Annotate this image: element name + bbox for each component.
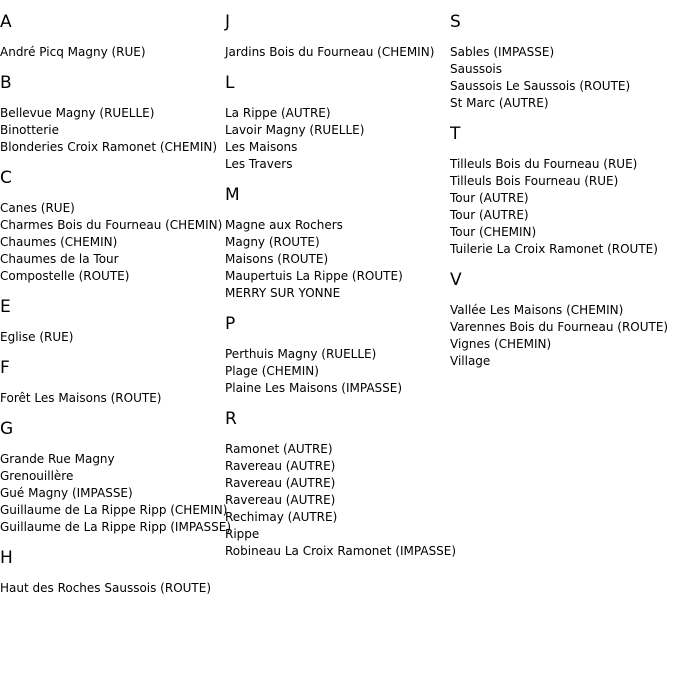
street-name: Saussois xyxy=(450,62,503,76)
street-name: Canes (RUE) xyxy=(0,201,75,215)
letter-group xyxy=(225,409,457,560)
street-list xyxy=(0,451,231,536)
street-name: Ravereau (AUTRE) xyxy=(225,476,336,490)
street-name: MERRY SUR YONNE xyxy=(225,286,341,300)
street-name: Tour (AUTRE) xyxy=(450,208,529,222)
street-name: Blonderies Croix Ramonet (CHEMIN) xyxy=(0,140,218,154)
street-name: Plaine Les Maisons (IMPASSE) xyxy=(225,381,403,395)
street-name: St Marc (AUTRE) xyxy=(450,96,549,110)
letter-group xyxy=(450,270,675,370)
section-letter-heading: H xyxy=(0,548,13,568)
street-name: Saussois Le Saussois (ROUTE) xyxy=(450,79,631,93)
section-letter-heading: P xyxy=(225,314,236,334)
section-letter-heading: L xyxy=(225,73,235,93)
letter-group xyxy=(0,73,225,156)
section-letter-heading: B xyxy=(0,73,12,93)
street-name: Eglise (RUE) xyxy=(0,330,74,344)
street-name: Grenouillère xyxy=(0,469,74,483)
street-name: Ramonet (AUTRE) xyxy=(225,442,333,456)
section-letter-heading: G xyxy=(0,419,14,439)
column-1 xyxy=(0,0,231,607)
street-name: Forêt Les Maisons (ROUTE) xyxy=(0,391,162,405)
letter-group xyxy=(0,419,231,536)
street-name: André Picq Magny (RUE) xyxy=(0,45,146,59)
street-name: Vallée Les Maisons (CHEMIN) xyxy=(450,303,624,317)
street-name: Village xyxy=(450,354,491,368)
street-name: Haut des Roches Saussois (ROUTE) xyxy=(0,581,212,595)
letter-group xyxy=(450,12,675,112)
street-name: Guillaume de La Rippe Ripp (CHEMIN) xyxy=(0,503,228,517)
letter-group xyxy=(0,548,225,597)
letter-group xyxy=(0,358,225,407)
street-name: Maisons (ROUTE) xyxy=(225,252,329,266)
street-name: Jardins Bois du Fourneau (CHEMIN) xyxy=(225,45,435,59)
street-name: Gué Magny (IMPASSE) xyxy=(0,486,133,500)
letter-group xyxy=(225,12,450,61)
street-list xyxy=(0,44,225,61)
street-list xyxy=(225,441,457,560)
section-letter-heading: E xyxy=(0,297,11,317)
street-list xyxy=(0,200,225,285)
street-name: Charmes Bois du Fourneau (CHEMIN) xyxy=(0,218,223,232)
street-name: Tour (AUTRE) xyxy=(450,191,529,205)
street-name: Chaumes de la Tour xyxy=(0,252,119,266)
street-list xyxy=(225,105,450,173)
letter-group xyxy=(0,297,225,346)
section-letter-heading: A xyxy=(0,12,12,32)
letter-group xyxy=(0,168,225,285)
street-list xyxy=(0,580,225,597)
street-name: Guillaume de La Rippe Ripp (IMPASSE) xyxy=(0,520,231,534)
street-name: Tilleuls Bois du Fourneau (RUE) xyxy=(450,157,638,171)
street-name: Les Maisons xyxy=(225,140,298,154)
letter-group xyxy=(450,124,675,258)
column-3 xyxy=(450,0,675,380)
street-name: Magny (ROUTE) xyxy=(225,235,320,249)
street-name: Chaumes (CHEMIN) xyxy=(0,235,118,249)
street-name: Vignes (CHEMIN) xyxy=(450,337,552,351)
section-letter-heading: J xyxy=(225,12,231,32)
street-name: Lavoir Magny (RUELLE) xyxy=(225,123,365,137)
street-name: Magne aux Rochers xyxy=(225,218,343,232)
street-name: Maupertuis La Rippe (ROUTE) xyxy=(225,269,403,283)
street-list xyxy=(0,105,225,156)
section-letter-heading: T xyxy=(450,124,461,144)
street-name: Perthuis Magny (RUELLE) xyxy=(225,347,377,361)
street-name: Bellevue Magny (RUELLE) xyxy=(0,106,155,120)
street-list xyxy=(225,217,450,302)
letter-group xyxy=(225,314,450,397)
letter-group xyxy=(225,185,450,302)
street-list xyxy=(0,329,225,346)
column-2 xyxy=(225,0,457,570)
street-list xyxy=(450,302,675,370)
section-letter-heading: V xyxy=(450,270,462,290)
street-name: Ravereau (AUTRE) xyxy=(225,493,336,507)
street-name: Robineau La Croix Ramonet (IMPASSE) xyxy=(225,544,457,558)
street-list xyxy=(450,156,675,258)
section-letter-heading: M xyxy=(225,185,240,205)
street-name: Les Travers xyxy=(225,157,293,171)
street-name: La Rippe (AUTRE) xyxy=(225,106,331,120)
section-letter-heading: S xyxy=(450,12,461,32)
section-letter-heading: C xyxy=(0,168,12,188)
street-name: Rechimay (AUTRE) xyxy=(225,510,338,524)
street-name: Compostelle (ROUTE) xyxy=(0,269,130,283)
street-name: Tuilerie La Croix Ramonet (ROUTE) xyxy=(450,242,658,256)
street-list xyxy=(225,346,450,397)
letter-group xyxy=(0,12,225,61)
street-name: Varennes Bois du Fourneau (ROUTE) xyxy=(450,320,669,334)
section-letter-heading: R xyxy=(225,409,237,429)
street-name: Grande Rue Magny xyxy=(0,452,115,466)
street-list xyxy=(450,44,675,112)
street-name: Rippe xyxy=(225,527,260,541)
street-name: Binotterie xyxy=(0,123,59,137)
street-name: Tour (CHEMIN) xyxy=(450,225,537,239)
street-name: Plage (CHEMIN) xyxy=(225,364,319,378)
letter-group xyxy=(225,73,450,173)
street-name: Sables (IMPASSE) xyxy=(450,45,555,59)
section-letter-heading: F xyxy=(0,358,10,378)
street-name: Ravereau (AUTRE) xyxy=(225,459,336,473)
street-name: Tilleuls Bois Fourneau (RUE) xyxy=(450,174,619,188)
street-list xyxy=(225,44,450,61)
street-list xyxy=(0,390,225,407)
